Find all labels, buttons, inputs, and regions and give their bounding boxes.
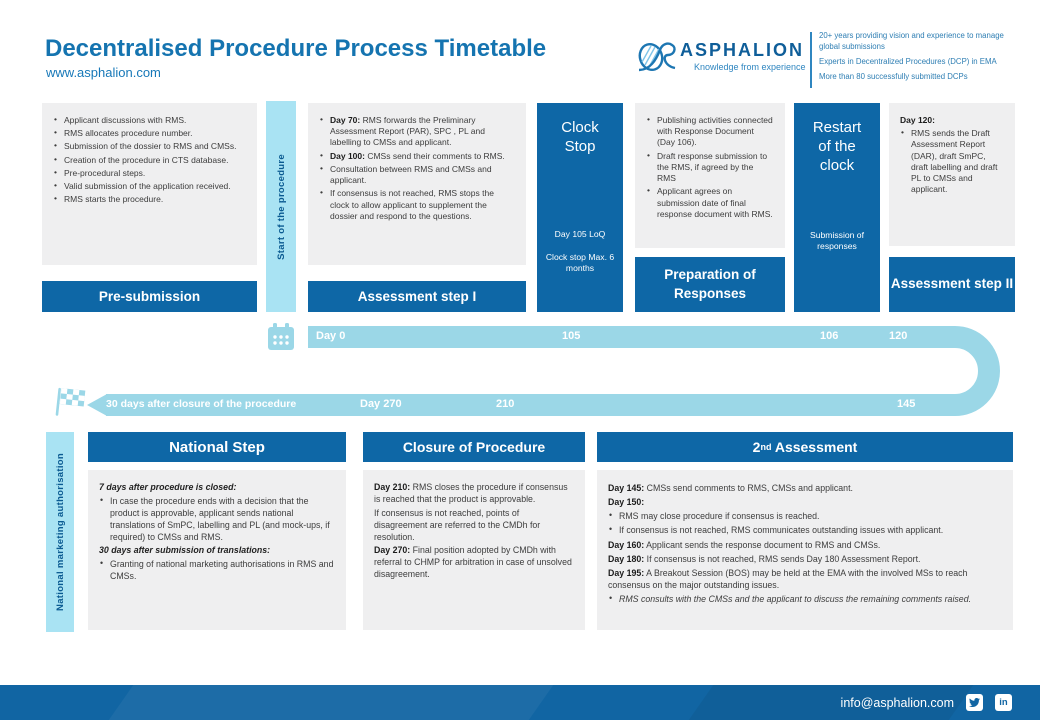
timeline-day270-label: Day 270 — [360, 398, 402, 410]
item-text: If consensus is not reached, RMS stops the clock to allow applicant to supplement the dossier and respond to the questions. — [330, 188, 494, 221]
second-assessment-num: 2 — [752, 439, 761, 455]
clock-stop-title: Clock Stop — [561, 119, 599, 155]
timeline-120-label: 120 — [889, 330, 908, 342]
item-text: Applicant discussions with RMS. — [64, 115, 187, 125]
national-step-box — [88, 470, 346, 630]
list-item — [608, 567, 1002, 591]
list-item — [53, 115, 246, 126]
item-text: Applicant sends the response document to RMS and CMSs. — [644, 539, 881, 550]
item-text: RMS sends the Draft Assessment Report (DAR), draft SmPC, draft labelling and draft PL to CMSs and applicant. — [911, 128, 998, 195]
footer-contact — [841, 685, 1012, 720]
clock-stop-note2: Clock stop Max. 6 months — [545, 252, 615, 274]
clock-stop-box — [537, 103, 623, 312]
list-item — [53, 141, 246, 152]
list-item — [53, 155, 246, 166]
pre-submission-label: Pre-submission — [42, 281, 257, 312]
item-text: Submission of the dossier to RMS and CMSs. — [64, 141, 237, 152]
item-text: RMS forwards the Preliminary Assessment Report (PAR), SPC , PL and labelling to CMSs and applicant. — [330, 115, 485, 148]
assessment-step2-box — [889, 103, 1015, 246]
logo-divider — [810, 32, 812, 88]
claim-text: Experts in Decentralized Procedures (DCP) in EMA — [819, 56, 997, 66]
list-item — [319, 115, 515, 149]
asphalion-logo — [636, 28, 1018, 92]
item-text: Consultation between RMS and CMSs and applicant. — [330, 163, 492, 186]
list-item — [608, 553, 1002, 565]
second-assessment-label — [597, 432, 1013, 462]
item-lead: Day 210: — [374, 482, 411, 492]
list-item — [374, 482, 574, 506]
list-item — [608, 593, 1002, 605]
timeline-106-label: 106 — [820, 330, 839, 342]
item-text: RMS may close procedure if consensus is reached. — [619, 511, 820, 522]
list-item — [900, 115, 1004, 126]
preparation-label: Preparation of Responses — [635, 257, 785, 312]
second-assessment-box — [597, 470, 1013, 630]
item-text: Pre-procedural steps. — [64, 167, 146, 178]
national-step-label: National Step — [88, 432, 346, 462]
item-text: 30 days after submission of translations: — [99, 545, 271, 556]
list-item — [608, 496, 1002, 508]
item-text: Granting of national marketing authorisations in RMS and CMSs. — [110, 559, 334, 582]
finish-flag-icon — [52, 386, 90, 418]
item-lead: Day 120: — [900, 115, 935, 125]
list-item — [99, 482, 335, 494]
start-ribbon-text: Start of the procedure — [275, 153, 287, 260]
start-of-procedure-ribbon — [266, 101, 296, 312]
item-text: CMSs send their comments to RMS. — [364, 150, 505, 161]
item-text: In case the procedure ends with a decision that the product is approvable, applicant sends national translations of SmPC, labelling and PL (and mock-ups, if required) to CMSs and RMS. — [110, 495, 330, 542]
assessment-step1-label: Assessment step I — [308, 281, 526, 312]
item-text: If consensus is not reached, RMS sends Day 180 Assessment Report. — [644, 553, 921, 564]
list-item — [53, 181, 246, 192]
list-item — [608, 510, 1002, 522]
footer-decoration — [102, 685, 557, 720]
timeline-105-label: 105 — [562, 330, 581, 342]
calendar-icon — [266, 322, 296, 352]
item-lead: Day 270: — [374, 545, 411, 556]
timeline-day0-label: Day 0 — [316, 330, 346, 342]
closure-box — [363, 470, 585, 630]
list-item — [99, 559, 335, 583]
item-lead: Day 145: — [608, 483, 645, 493]
page-title: Decentralised Procedure Process Timetable — [45, 35, 547, 62]
assessment-step2-label: Assessment step II — [889, 257, 1015, 312]
second-assessment-rest: Assessment — [771, 439, 858, 455]
item-text: 7 days after procedure is closed: — [99, 482, 237, 492]
list-item — [53, 168, 246, 179]
item-lead: Day 195: — [608, 567, 645, 578]
list-item — [374, 508, 574, 544]
item-text: If consensus is not reached, points of disagreement are referred to the CMDh for resolution. — [374, 507, 541, 542]
website-link[interactable]: www.asphalion.com — [46, 65, 161, 80]
list-item — [319, 188, 515, 222]
logo-tagline: Knowledge from experience — [694, 62, 806, 72]
assessment-step1-box — [308, 103, 526, 265]
list-item — [53, 128, 246, 139]
item-text: If consensus is not reached, RMS communicates outstanding issues with applicant. — [619, 525, 944, 536]
item-text: Creation of the procedure in CTS database. — [64, 154, 229, 165]
list-item — [374, 545, 574, 581]
list-item — [99, 496, 335, 544]
item-text: RMS allocates procedure number. — [64, 128, 193, 139]
restart-sub: Submission of responses — [810, 230, 864, 252]
footer-bar — [0, 685, 1040, 720]
item-text: RMS closes the procedure if consensus is reached that the product is approvable. — [374, 482, 568, 504]
list-item — [608, 482, 1002, 494]
item-text: Draft response submission to the RMS, if agreed by the RMS — [657, 150, 768, 184]
list-item — [99, 545, 335, 557]
national-ribbon-text: National marketing authorisation — [54, 453, 66, 611]
item-lead: Day 70: — [330, 115, 361, 125]
logo-wordmark: ASPHALION — [680, 40, 805, 60]
second-assessment-sup: nd — [760, 442, 772, 452]
item-text: Publishing activities connected with Response Document (Day 106). — [657, 115, 773, 148]
item-lead: Day 150: — [608, 497, 645, 508]
item-lead: Day 160: — [608, 539, 645, 550]
closure-label: Closure of Procedure — [363, 432, 585, 462]
list-item — [646, 151, 774, 185]
twitter-icon[interactable] — [966, 694, 983, 711]
restart-title: Restart of the clock — [812, 119, 862, 174]
linkedin-icon[interactable]: in — [995, 694, 1012, 711]
timeline-145-label: 145 — [897, 398, 916, 410]
email-link[interactable]: info@asphalion.com — [840, 695, 954, 710]
clock-stop-note1: Day 105 LoQ — [554, 229, 606, 239]
company-claims — [819, 31, 1018, 87]
timeline-30days-label: 30 days after closure of the procedure — [106, 398, 297, 410]
list-item — [646, 115, 774, 149]
pre-submission-box — [42, 103, 257, 265]
preparation-box — [635, 103, 785, 248]
list-item — [53, 194, 246, 205]
item-lead: Day 100: — [330, 150, 365, 161]
item-text: Applicant agrees on submission date of final response document with RMS. — [657, 186, 773, 219]
item-text: Valid submission of the application received. — [64, 181, 231, 192]
claim-text: More than 80 successfully submitted DCPs — [819, 71, 968, 81]
list-item — [319, 164, 515, 186]
item-text: A Breakout Session (BOS) may be held at the EMA with the involved MSs to reach consensus on the major outstanding issues. — [608, 567, 968, 590]
item-text: RMS starts the procedure. — [64, 194, 164, 205]
item-text: RMS consults with the CMSs and the applicant to discuss the remaining comments raised. — [619, 594, 972, 604]
list-item — [646, 186, 774, 220]
restart-clock-box — [794, 103, 880, 312]
item-lead: Day 180: — [608, 553, 645, 564]
item-text: Final position adopted by CMDh with referral to CHMP for arbitration in case of unsolved disagreement. — [374, 545, 572, 580]
claim-text: 20+ years providing vision and experience to manage global submissions — [819, 31, 1004, 51]
item-text: CMSs send comments to RMS, CMSs and applicant. — [644, 483, 853, 493]
asphalion-logo-icon — [636, 34, 680, 78]
list-item — [319, 151, 515, 162]
timeline-210-label: 210 — [496, 398, 515, 410]
list-item — [900, 128, 1004, 195]
list-item — [608, 539, 1002, 551]
national-authorisation-ribbon — [46, 432, 74, 632]
list-item — [608, 524, 1002, 536]
